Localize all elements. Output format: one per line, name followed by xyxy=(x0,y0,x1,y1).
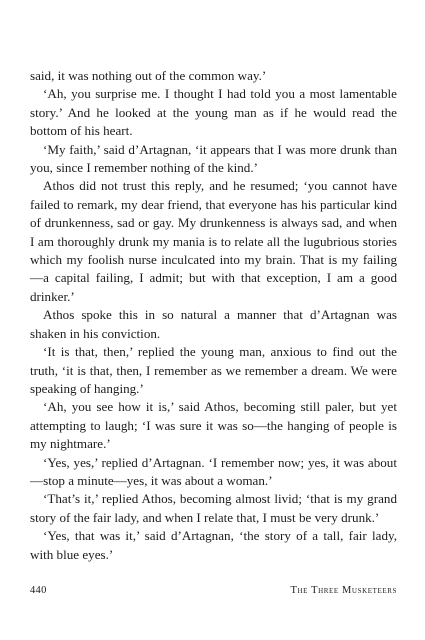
paragraph: ‘Ah, you surprise me. I thought I had told you a most lamentable story.’ And he looked at the young man as if he would read the bottom of his heart. xyxy=(30,86,397,139)
paragraph: ‘Yes, that was it,’ said d’Artagnan, ‘the story of a tall, fair lady, with blue eyes.’ xyxy=(30,528,397,562)
body-text xyxy=(30,67,397,564)
paragraph: said, it was nothing out of the common way.’ xyxy=(30,68,267,83)
paragraph: ‘Yes, yes,’ replied d’Artagnan. ‘I remember now; yes, it was about—stop a minute—yes, it was about a woman.’ xyxy=(30,454,397,488)
paragraph: ‘Ah, you see how it is,’ said Athos, becoming still paler, but yet attempting to laugh; ‘I was sure it was so—the hanging of people is my nightmare.’ xyxy=(30,399,397,452)
paragraph: ‘That’s it,’ replied Athos, becoming almost livid; ‘that is my grand story of the fair lady, and when I relate that, I must be very drunk.’ xyxy=(30,491,397,525)
page-number: 440 xyxy=(30,585,47,596)
running-title: The Three Musketeers xyxy=(290,585,397,596)
paragraph: Athos spoke this in so natural a manner that d’Artagnan was shaken in his conviction. xyxy=(30,307,397,341)
paragraph: ‘It is that, then,’ replied the young man, anxious to find out the truth, ‘it is that, then, I remember as we remember a dream. We were speaking of hanging.’ xyxy=(30,344,397,396)
paragraph: Athos did not trust this reply, and he resumed; ‘you cannot have failed to remark, my dear friend, that everyone has his particular kind of drunkenness, sad or gay. My drunkenness is always sad, and when I am thoroughly drunk my mania is to relate all the lugubrious stories which my foolish nurse inculcated into my brain. That is my failing—a capital failing, I admit; but with that exception, I am a good drinker.’ xyxy=(30,178,397,304)
page-footer xyxy=(30,585,397,601)
paragraph: ‘My faith,’ said d’Artagnan, ‘it appears that I was more drunk than you, since I remember nothing of the kind.’ xyxy=(30,141,397,176)
